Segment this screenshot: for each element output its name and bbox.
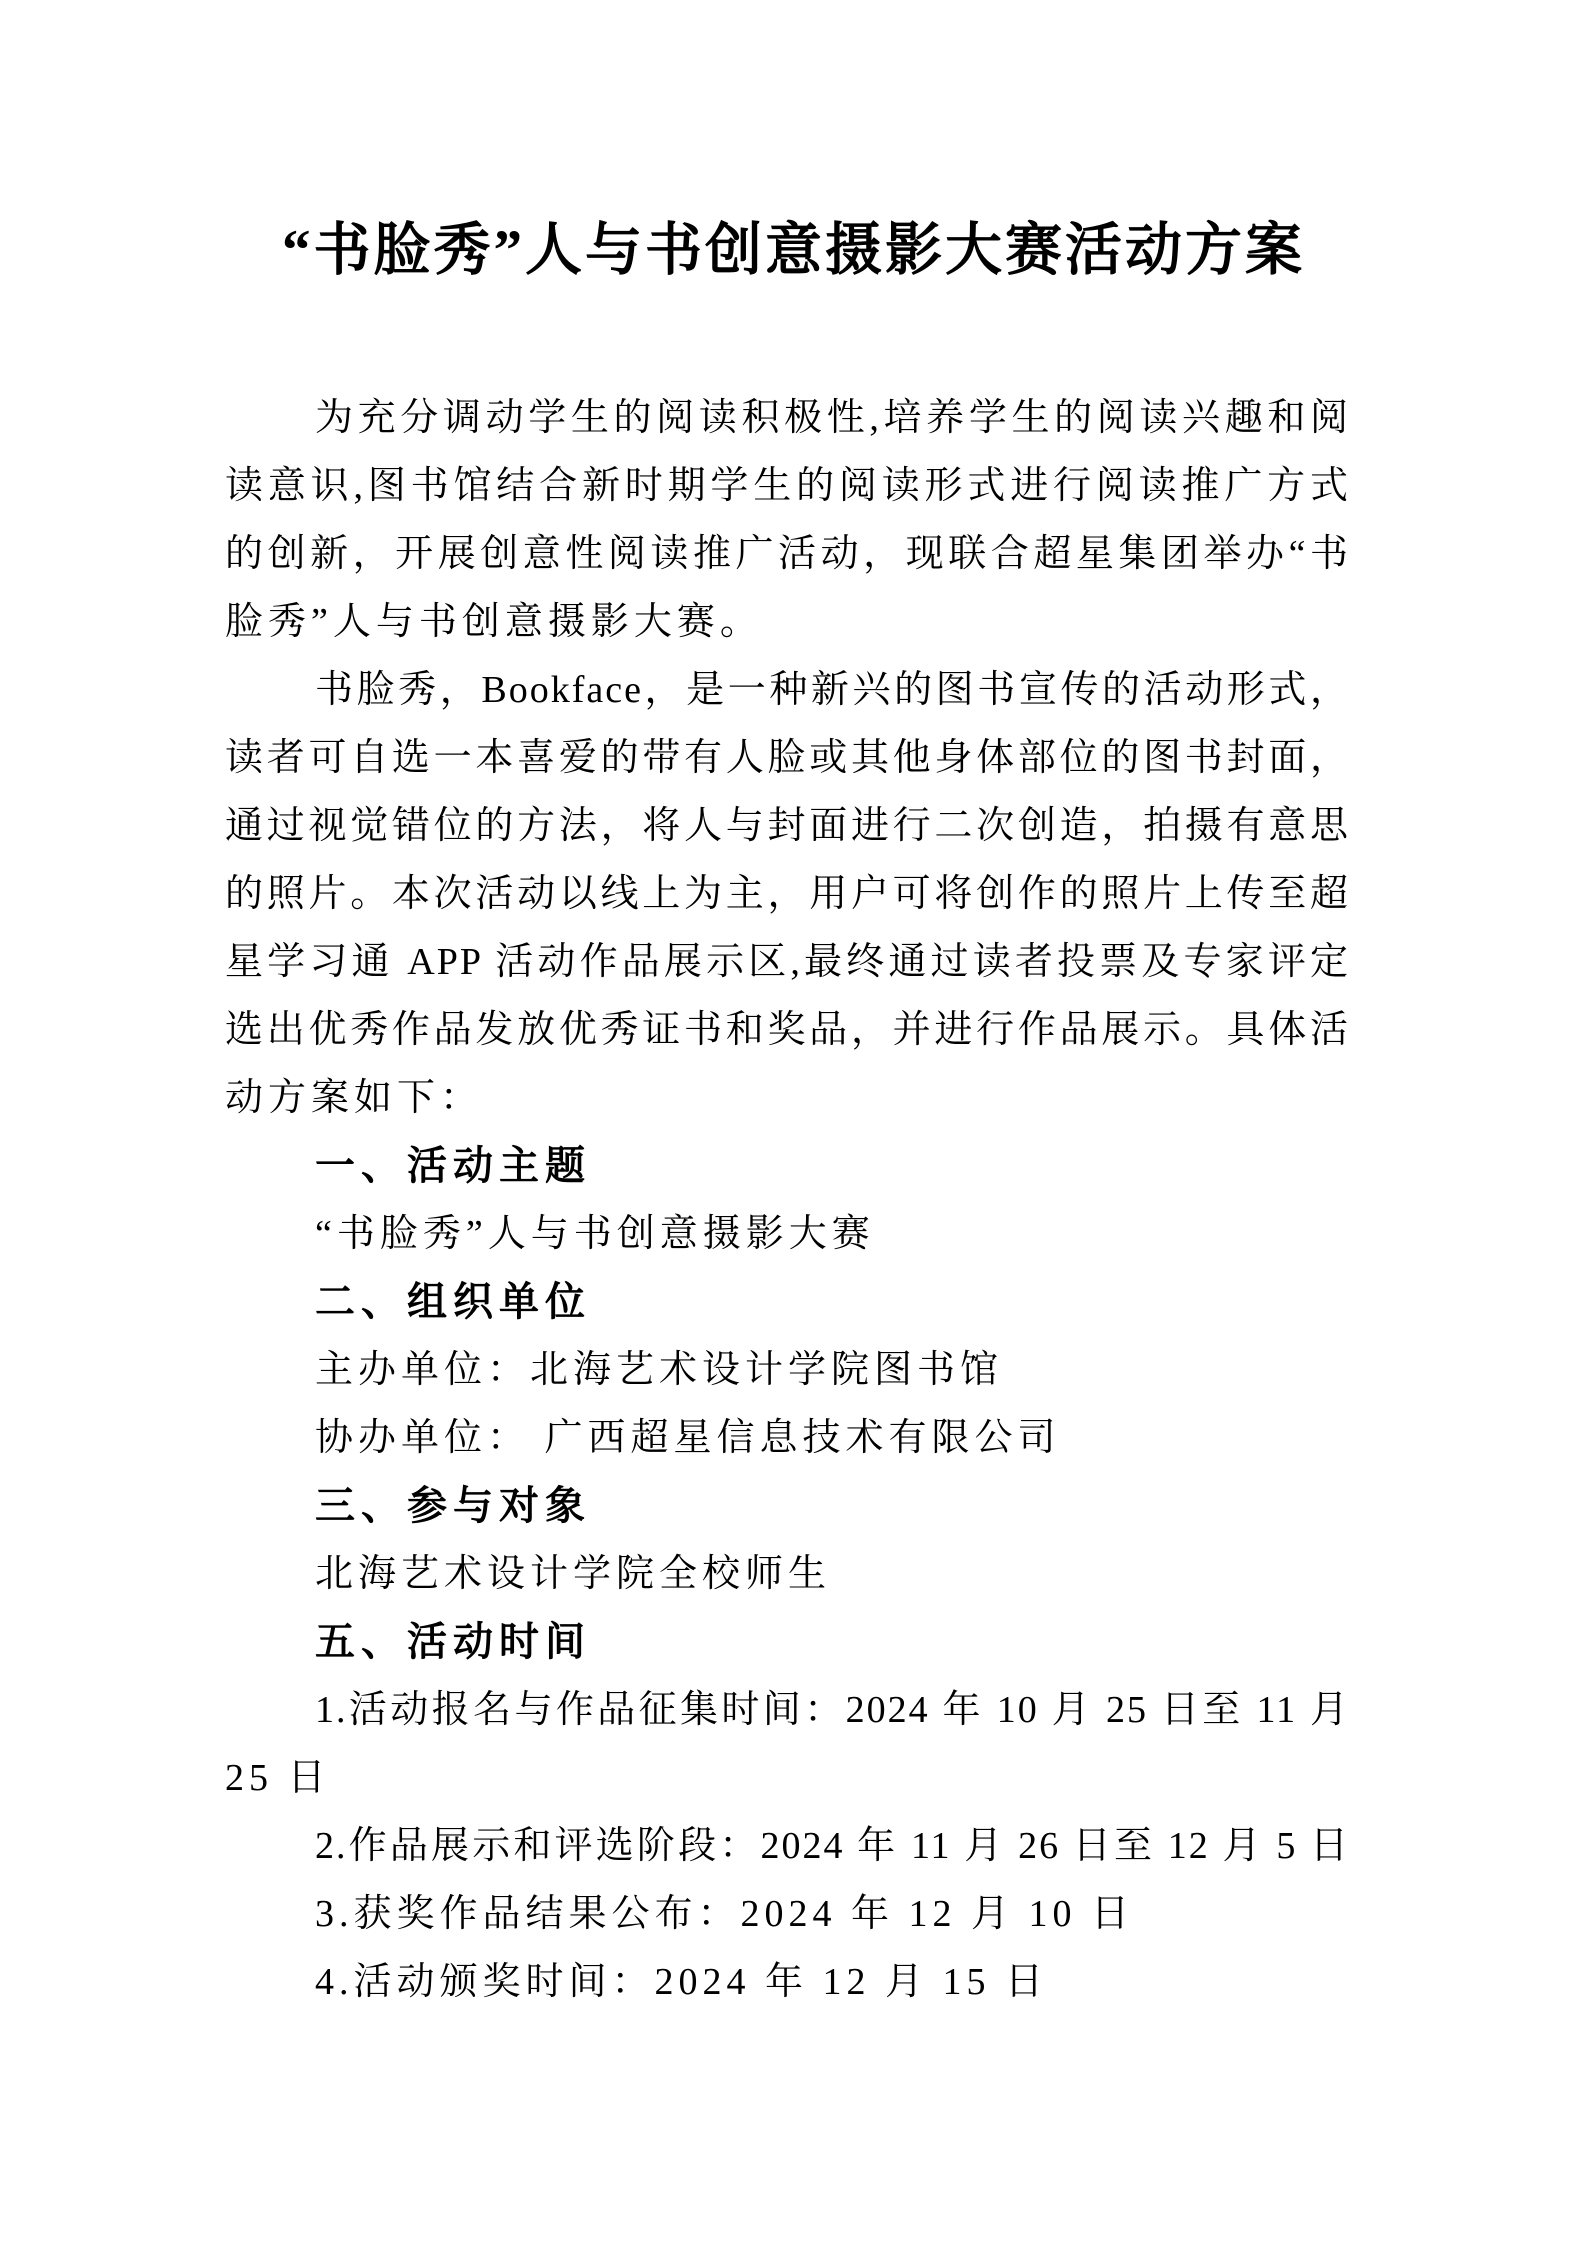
document-body bbox=[225, 384, 1350, 2016]
paragraph2-line: 动方案如下： bbox=[225, 1077, 484, 1119]
schedule-line: 2.作品展示和评选阶段：2024 年 11 月 26 日至 12 月 5 日 bbox=[315, 1825, 1350, 1867]
section-heading-schedule: 五、活动时间 bbox=[315, 1620, 591, 1664]
section-heading-organizers: 二、组织单位 bbox=[315, 1280, 591, 1324]
paragraph2-line: 星学习通 APP 活动作品展示区,最终通过读者投票及专家评定 bbox=[225, 941, 1350, 983]
paragraph2-line: 通过视觉错位的方法，将人与封面进行二次创造，拍摄有意思 bbox=[225, 805, 1350, 847]
schedule-line: 4.活动颁奖时间：2024 年 12 月 15 日 bbox=[315, 1961, 1049, 2003]
paragraph1-line: 为充分调动学生的阅读积极性,培养学生的阅读兴趣和阅 bbox=[315, 397, 1350, 439]
paragraph1-line: 读意识,图书馆结合新时期学生的阅读形式进行阅读推广方式 bbox=[225, 465, 1350, 507]
paragraph1-line: 的创新，开展创意性阅读推广活动，现联合超星集团举办“书 bbox=[225, 533, 1350, 575]
paragraph2-line: 书脸秀，Bookface，是一种新兴的图书宣传的活动形式， bbox=[315, 669, 1350, 711]
schedule-line: 3.获奖作品结果公布：2024 年 12 月 10 日 bbox=[315, 1893, 1135, 1935]
document-title: “书脸秀”人与书创意摄影大赛活动方案 bbox=[282, 219, 1305, 282]
organizer-cohost-line: 协办单位： 广西超星信息技术有限公司 bbox=[315, 1417, 1061, 1459]
paragraph2-line: 读者可自选一本喜爱的带有人脸或其他身体部位的图书封面， bbox=[225, 737, 1350, 779]
section-heading-participants: 三、参与对象 bbox=[315, 1484, 591, 1528]
paragraph2-line: 的照片。本次活动以线上为主，用户可将创作的照片上传至超 bbox=[225, 873, 1350, 915]
schedule-line: 25 日 bbox=[225, 1757, 331, 1799]
section-theme-line: “书脸秀”人与书创意摄影大赛 bbox=[315, 1213, 875, 1255]
paragraph1-line: 脸秀”人与书创意摄影大赛。 bbox=[225, 601, 763, 643]
organizer-host-line: 主办单位：北海艺术设计学院图书馆 bbox=[315, 1349, 1004, 1391]
section-heading-theme: 一、活动主题 bbox=[315, 1144, 591, 1188]
schedule-line: 1.活动报名与作品征集时间：2024 年 10 月 25 日至 11 月 bbox=[315, 1689, 1350, 1731]
paragraph2-line: 选出优秀作品发放优秀证书和奖品，并进行作品展示。具体活 bbox=[225, 1009, 1350, 1051]
participants-line: 北海艺术设计学院全校师生 bbox=[315, 1553, 832, 1595]
